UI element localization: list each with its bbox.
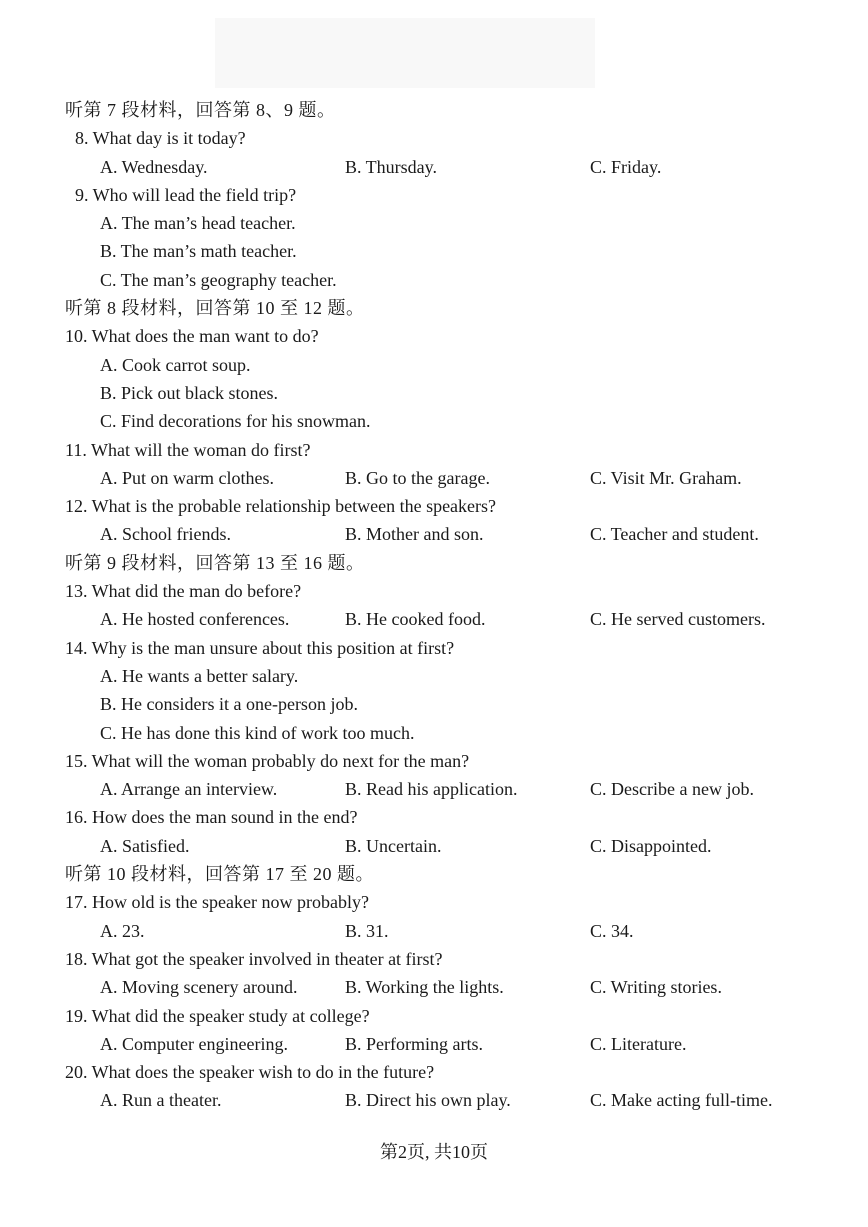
option-row xyxy=(65,775,825,803)
option-c: C. Make acting full-time. xyxy=(590,1090,773,1111)
option-a: A. Cook carrot soup. xyxy=(100,354,251,375)
question-stem: 9. Who will lead the field trip? xyxy=(75,184,297,205)
question-stem: 12. What is the probable relationship between the speakers? xyxy=(65,496,497,517)
question-stem: 19. What did the speaker study at college? xyxy=(65,1005,370,1026)
page-footer: 第2页, 共10页 xyxy=(380,1142,488,1162)
option-b: B. Mother and son. xyxy=(345,524,484,545)
option-a: A. Put on warm clothes. xyxy=(100,467,274,488)
option-b: B. Read his application. xyxy=(345,779,518,800)
question-list xyxy=(65,96,825,1115)
watermark-area xyxy=(215,18,595,88)
option-row xyxy=(65,1086,825,1114)
option-b: B. The man’s math teacher. xyxy=(100,241,297,262)
option-b: B. Performing arts. xyxy=(345,1033,483,1054)
option-c: C. The man’s geography teacher. xyxy=(100,269,337,290)
option-a: A. Moving scenery around. xyxy=(100,977,298,998)
question-stem: 13. What did the man do before? xyxy=(65,581,302,602)
option-b: B. 31. xyxy=(345,920,389,941)
question-stem: 14. Why is the man unsure about this position at first? xyxy=(65,637,455,658)
option-a: A. Wednesday. xyxy=(100,156,208,177)
section-header: 听第 9 段材料，回答第 13 至 16 题。 xyxy=(65,552,365,573)
question-stem: 17. How old is the speaker now probably? xyxy=(65,892,369,913)
question-stem: 11. What will the woman do first? xyxy=(65,439,311,460)
option-row xyxy=(65,973,825,1001)
option-c: C. Friday. xyxy=(590,156,662,177)
option-b: B. Working the lights. xyxy=(345,977,504,998)
question-stem: 18. What got the speaker involved in theater at first? xyxy=(65,948,443,969)
option-b: B. Direct his own play. xyxy=(345,1090,511,1111)
option-c: C. Teacher and student. xyxy=(590,524,759,545)
option-a: A. Arrange an interview. xyxy=(100,779,278,800)
option-a: A. School friends. xyxy=(100,524,231,545)
option-c: C. 34. xyxy=(590,920,634,941)
option-row xyxy=(65,832,825,860)
option-a: A. Satisfied. xyxy=(100,835,190,856)
option-b: B. Pick out black stones. xyxy=(100,382,278,403)
option-row xyxy=(65,153,825,181)
option-row xyxy=(65,605,825,633)
option-b: B. He considers it a one-person job. xyxy=(100,694,358,715)
option-b: B. He cooked food. xyxy=(345,609,486,630)
option-row xyxy=(65,1030,825,1058)
option-a: A. Run a theater. xyxy=(100,1090,222,1111)
option-c: C. Describe a new job. xyxy=(590,779,754,800)
option-a: A. The man’s head teacher. xyxy=(100,213,296,234)
question-stem: 16. How does the man sound in the end? xyxy=(65,807,358,828)
option-a: A. He hosted conferences. xyxy=(100,609,290,630)
option-b: B. Uncertain. xyxy=(345,835,442,856)
option-b: B. Go to the garage. xyxy=(345,467,490,488)
option-c: C. Find decorations for his snowman. xyxy=(100,411,371,432)
section-header: 听第 10 段材料，回答第 17 至 20 题。 xyxy=(65,864,374,885)
option-c: C. Visit Mr. Graham. xyxy=(590,467,742,488)
option-c: C. Writing stories. xyxy=(590,977,722,998)
option-c: C. Disappointed. xyxy=(590,835,712,856)
question-stem: 10. What does the man want to do? xyxy=(65,326,319,347)
section-header: 听第 7 段材料，回答第 8、9 题。 xyxy=(65,100,336,120)
option-row xyxy=(65,464,825,492)
option-b: B. Thursday. xyxy=(345,156,437,177)
option-row xyxy=(65,520,825,548)
option-a: A. He wants a better salary. xyxy=(100,665,299,686)
option-a: A. Computer engineering. xyxy=(100,1033,288,1054)
option-c: C. He has done this kind of work too much. xyxy=(100,722,415,743)
question-stem: 15. What will the woman probably do next for the man? xyxy=(65,750,470,771)
section-header: 听第 8 段材料，回答第 10 至 12 题。 xyxy=(65,298,365,319)
option-row xyxy=(65,917,825,945)
option-c: C. Literature. xyxy=(590,1033,687,1054)
question-stem: 20. What does the speaker wish to do in the future? xyxy=(65,1062,435,1083)
option-a: A. 23. xyxy=(100,920,145,941)
question-stem: 8. What day is it today? xyxy=(75,128,246,149)
option-c: C. He served customers. xyxy=(590,609,766,630)
